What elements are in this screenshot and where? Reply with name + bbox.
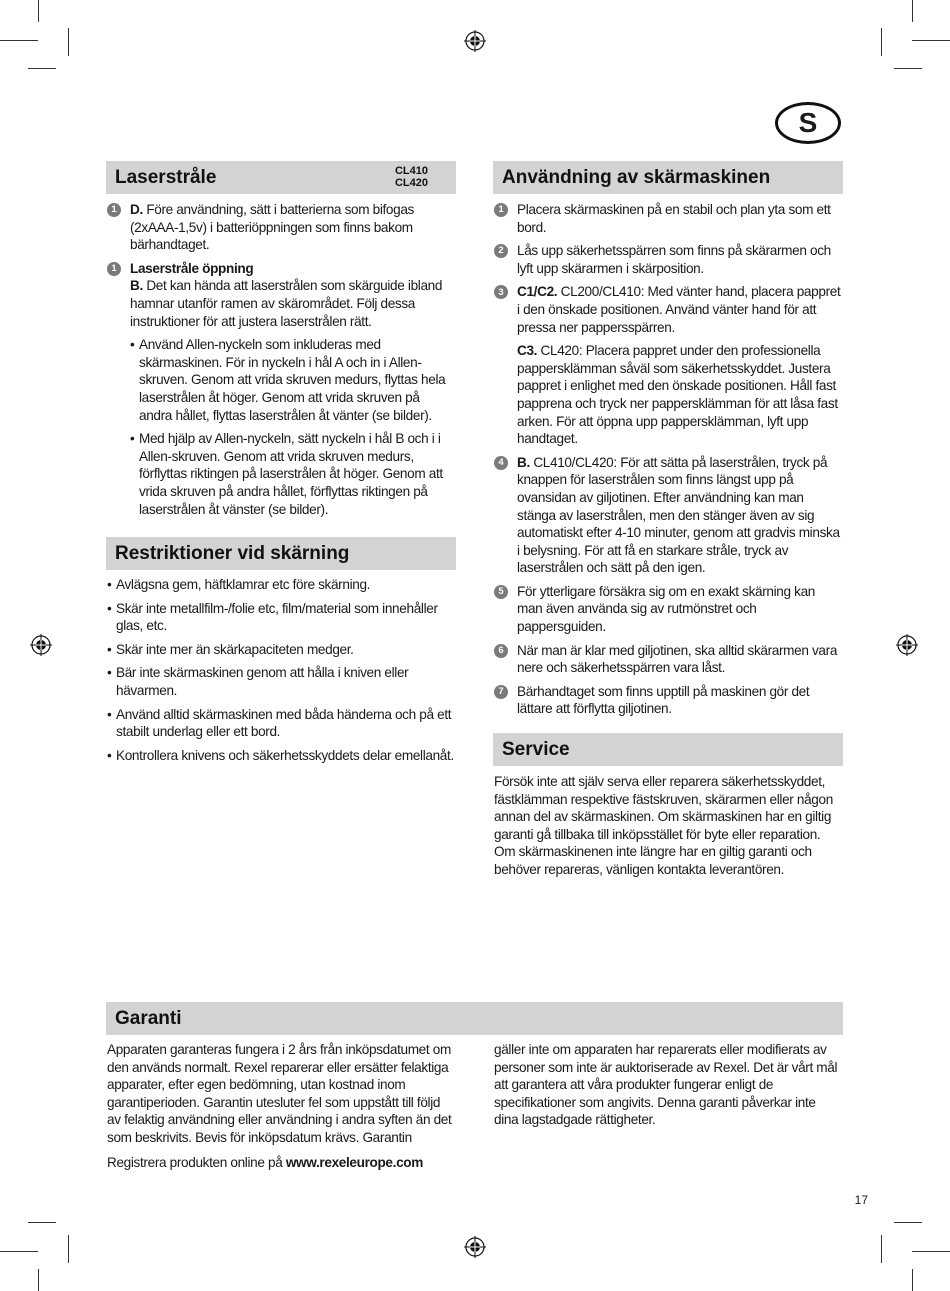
bullet-item: • Skär inte metallfilm-/folie etc, film/material som innehåller glas, etc. — [107, 600, 455, 635]
bullet-item: • Använd alltid skärmaskinen med båda händerna och på ett stabilt underlag eller ett bord. — [107, 706, 455, 741]
section-title: Garanti — [115, 1007, 182, 1029]
step-number: 6 — [494, 644, 508, 658]
list-item: 2 Lås upp säkerhetsspärren som finns på skärarmen och lyft upp skärarmen i skärposition. — [494, 242, 843, 277]
usage-steps — [494, 201, 843, 724]
list-item: 3 C1/C2. CL200/CL410: Med vänter hand, placera pappret i den önskade positionen. Använd vänter hand för att pressa ner pappersspärren. — [494, 283, 843, 336]
bullet-item: • Skär inte mer än skärkapaciteten medger. — [107, 641, 455, 659]
list-item: 5 För ytterligare försäkra sig om en exakt skärning kan man även använda sig av rutmönstret och pappersguiden. — [494, 583, 843, 636]
bullet-item: • Bär inte skärmaskinen genom att hålla i kniven eller hävarmen. — [107, 664, 455, 699]
list-item: 7 Bärhandtaget som finns upptill på maskinen gör det lättare att förflytta giljotinen. — [494, 683, 843, 718]
crop-mark — [912, 40, 950, 41]
bullet-item: • Med hjälp av Allen-nyckeln, sätt nyckeln i hål B och i i Allen-skruven. Genom att vrida skruven medurs, förflyttas riktingen på laserstrålen åt höger. Genom att vrida skruven på andra hållet, förflyttas riktingen på laserstrålen åt vänster (se bilder). — [107, 430, 455, 518]
model-label: CL420 — [394, 177, 428, 189]
list-item: 6 När man är klar med giljotinen, ska alltid skärarmen vara nere och säkerhetsspärren vara låst. — [494, 642, 843, 677]
bullet-item: • Avlägsna gem, häftklamrar etc före skärning. — [107, 576, 455, 594]
register-link[interactable]: www.rexeleurope.com — [285, 1155, 423, 1170]
crop-mark — [38, 0, 39, 22]
list-item: 1 D. Före användning, sätt i batterierna som bifogas (2xAAA-1,5v) i batteriöppningen som finns bakom bärhandtaget. — [107, 201, 455, 254]
crop-mark — [894, 68, 922, 69]
usage-section-header — [493, 161, 843, 194]
warranty-text-left: Apparaten garanteras fungera i 2 års från inköpsdatumet om den används normalt. Rexel reparerar eller ersätter felaktiga apparater, efter egen bedömning, utan kostnad inom garantiperioden. Garantin utesluter fel som uppstått till följd av felaktig användning eller användning i andra syften än det som beskrivits. Bevis för inköpsdatum krävs. Garantin — [107, 1042, 452, 1145]
step-number: 2 — [494, 244, 508, 258]
list-item: C3. CL420: Placera pappret under den professionella pappersklämman såväl som säkerhetsskyddet. Justera pappret i enlighet med den önskade positionen. Håll fast papprena och tryck ner pappersklämman för att låsa fast arken. För att öppna upp pappersklämman, lyft upp handtaget. — [517, 343, 838, 447]
warranty-section-header — [106, 1002, 843, 1035]
model-list — [395, 165, 428, 189]
crop-mark — [894, 1222, 922, 1223]
warranty-text-right: gäller inte om apparaten har reparerats eller modifierats av personer som inte är auktoriserade av Rexel. Det är vårt mål att garantera att våra produkter fungerar enligt de specifikationer som angivits. Denna garanti påverkar inte dina lagstadgade rättigheter. — [494, 1042, 838, 1128]
laser-section-header — [106, 161, 456, 194]
step-number: 7 — [494, 685, 508, 699]
service-text: Försök inte att själv serva eller reparera säkerhetsskyddet, fästklämman respektive fästskruven, skärarmen eller någon annan del av skärmaskinen. Om skärmaskinen har en giltig garanti gå tillbaka till inköpsstället för byte eller reparation. Om skärmaskinenen inte längre har en giltig garanti och behöver repareras, vänligen kontakta leverantören. — [494, 774, 833, 877]
crop-mark — [881, 1235, 882, 1263]
page-number: 17 — [854, 1193, 868, 1207]
service-section-header — [493, 733, 843, 766]
crop-mark — [912, 1269, 913, 1291]
crop-mark — [0, 40, 38, 41]
bullet-item: • Kontrollera knivens och säkerhetsskyddets delar emellanåt. — [107, 747, 455, 765]
step-number: 1 — [107, 262, 121, 276]
list-item: 1 Placera skärmaskinen på en stabil och plan yta som ett bord. — [494, 201, 843, 236]
item-heading: Laserstråle öppning — [130, 260, 254, 276]
step-number: 1 — [494, 203, 508, 217]
registration-mark-icon — [896, 634, 918, 656]
step-number: 3 — [494, 285, 508, 299]
crop-mark — [28, 68, 56, 69]
list-item: 4 B. CL410/CL420: För att sätta på laserstrålen, tryck på knappen för laserstrålen som finns längst upp på ovansidan av giljotinen. Efter användning kan man stänga av laserstrålen, men den stänger även av sig automatiskt efter 4-10 minuter, genom att gradvis minska i belysning. För att få en starkare stråle, tryck av laserstrålen och sätt på den igen. — [494, 454, 843, 577]
model-label: CL410 — [394, 165, 428, 177]
language-badge: S — [775, 102, 841, 144]
crop-mark — [0, 1251, 38, 1252]
restrictions-section-header — [106, 537, 456, 570]
bullet-item: • Använd Allen-nyckeln som inkluderas med skärmaskinen. För in nyckeln i hål A och in i Allen-skruven. Genom att vrida skruven medurs, flyttas hela laserstrålen åt höger. Genom att vrida skruven på andra hållet, flyttas laserstrålen åt vänter (se bilder). — [107, 336, 455, 424]
registration-mark-icon — [464, 30, 486, 52]
step-number: 5 — [494, 585, 508, 599]
section-title: Laserstråle — [115, 166, 217, 188]
section-title: Service — [502, 738, 570, 760]
crop-mark — [912, 1251, 950, 1252]
restrictions-list — [107, 576, 455, 770]
registration-line: Registrera produkten online på www.rexeleurope.com — [107, 1155, 423, 1170]
list-item: 1 Laserstråle öppning B. Det kan hända att laserstrålen som skärguide ibland hamnar utanför ramen av skärområdet. Följ dessa instruktioner för att justera laserstrålen rätt. — [107, 260, 455, 330]
crop-mark — [68, 1235, 69, 1263]
laser-section-body — [107, 201, 455, 524]
section-title: Restriktioner vid skärning — [115, 542, 350, 564]
crop-mark — [38, 1269, 39, 1291]
crop-mark — [912, 0, 913, 22]
section-title: Användning av skärmaskinen — [502, 166, 771, 188]
registration-mark-icon — [30, 634, 52, 656]
crop-mark — [28, 1222, 56, 1223]
crop-mark — [68, 28, 69, 56]
registration-mark-icon — [464, 1236, 486, 1258]
step-number: 4 — [494, 456, 508, 470]
step-number: 1 — [107, 203, 121, 217]
crop-mark — [881, 28, 882, 56]
